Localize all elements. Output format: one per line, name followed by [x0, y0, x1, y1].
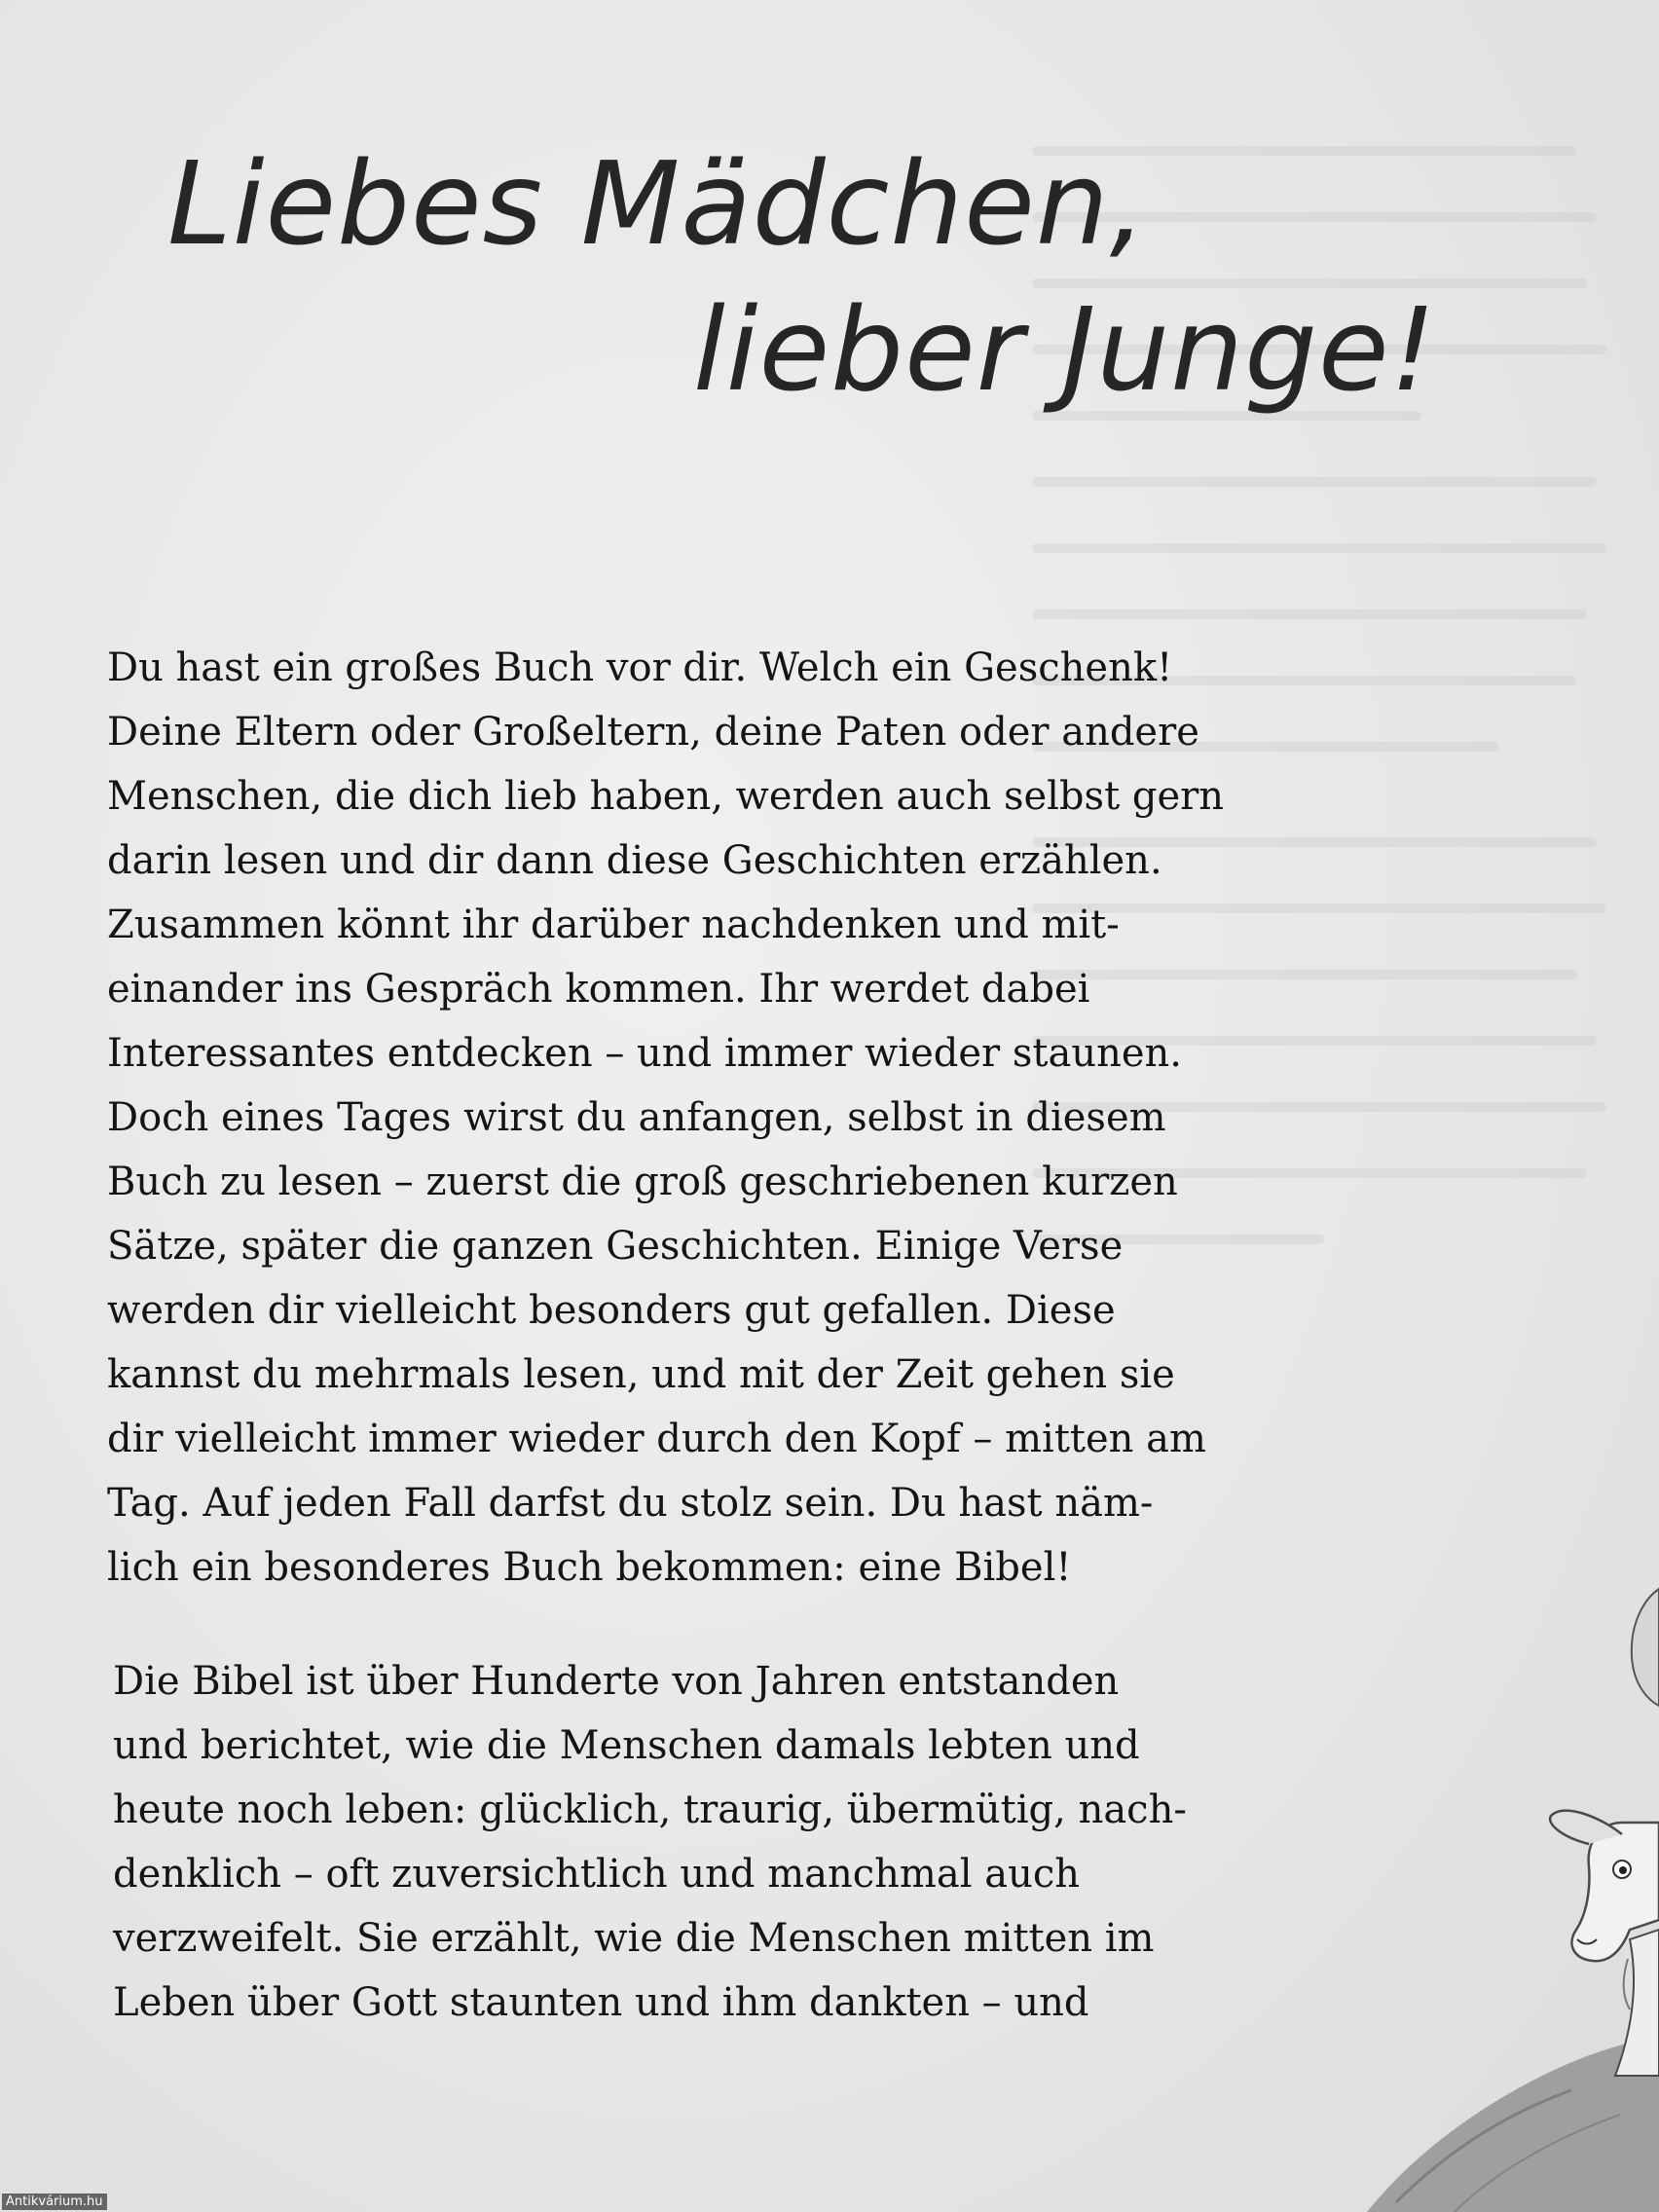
text-line: darin lesen und dir dann diese Geschichten erzählen. [107, 838, 1162, 883]
text-line: Du hast ein großes Buch vor dir. Welch ein Geschenk! [107, 645, 1173, 690]
watermark: Antikvárium.hu [2, 2194, 107, 2210]
text-line: und berichtet, wie die Menschen damals lebten und [113, 1723, 1140, 1768]
text-line: Deine Eltern oder Großeltern, deine Paten oder andere [107, 710, 1199, 755]
paragraph-2 [113, 1649, 1187, 2035]
text-line: Leben über Gott staunten und ihm dankten – und [113, 1980, 1089, 2025]
text-line: Zusammen könnt ihr darüber nachdenken und mit- [107, 903, 1120, 947]
page-title-line-1: Liebes Mädchen, [167, 136, 1148, 271]
text-line: verzweifelt. Sie erzählt, wie die Menschen mitten im [113, 1916, 1155, 1961]
text-line: Doch eines Tages wirst du anfangen, selbst in diesem [107, 1095, 1166, 1140]
text-line: werden dir vielleicht besonders gut gefallen. Diese [107, 1288, 1116, 1333]
text-line: Tag. Auf jeden Fall darfst du stolz sein. Du hast näm- [107, 1481, 1154, 1526]
text-line: denklich – oft zuversichtlich und manchmal auch [113, 1852, 1080, 1897]
text-line: Menschen, die dich lieb haben, werden auch selbst gern [107, 774, 1225, 819]
text-line: Sätze, später die ganzen Geschichten. Einige Verse [107, 1224, 1124, 1269]
text-line: heute noch leben: glücklich, traurig, übermütig, nach- [113, 1788, 1187, 1832]
text-line: kannst du mehrmals lesen, und mit der Zeit gehen sie [107, 1352, 1175, 1397]
text-line: Interessantes entdecken – und immer wieder staunen. [107, 1031, 1182, 1076]
page-title-line-2: lieber Junge! [693, 282, 1437, 417]
text-line: Buch zu lesen – zuerst die groß geschriebenen kurzen [107, 1160, 1178, 1204]
lamb-illustration [1367, 1530, 1659, 2212]
paragraph-1 [107, 636, 1224, 1600]
text-line: einander ins Gespräch kommen. Ihr werdet dabei [107, 967, 1090, 1012]
text-line: Die Bibel ist über Hunderte von Jahren entstanden [113, 1659, 1120, 1704]
text-line: lich ein besonderes Buch bekommen: eine Bibel! [107, 1545, 1072, 1590]
text-line: dir vielleicht immer wieder durch den Kopf – mitten am [107, 1417, 1206, 1461]
